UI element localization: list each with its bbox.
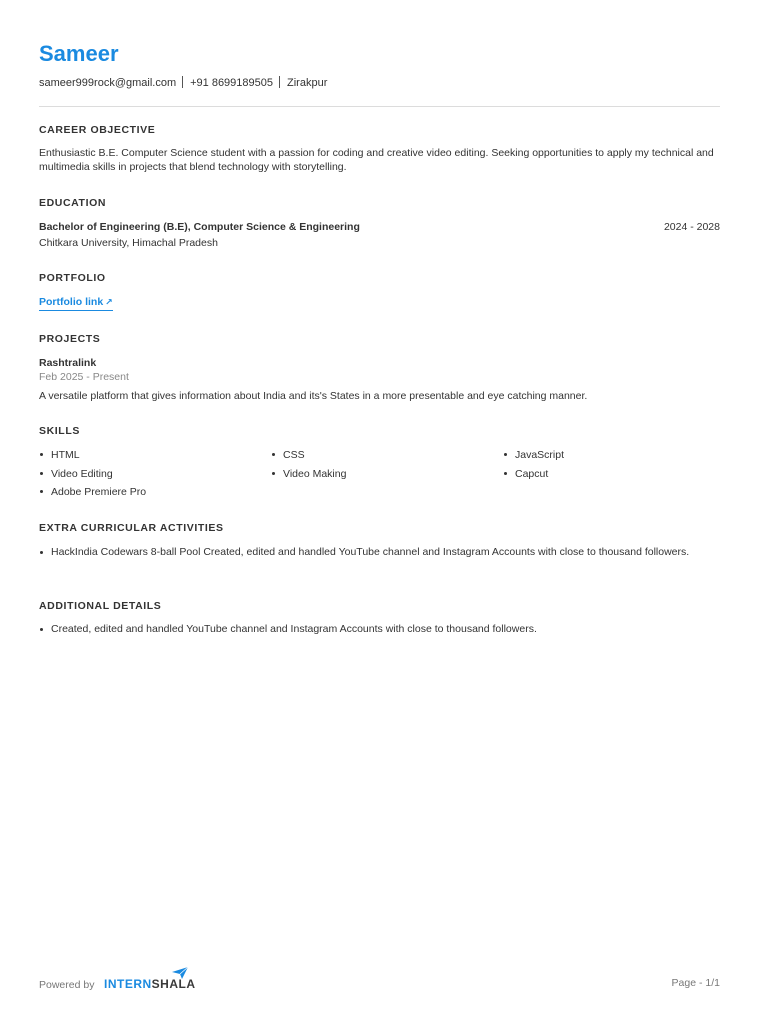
project-dates: Feb 2025 - Present [39,371,129,383]
footer [39,966,720,996]
section-title-projects: PROJECTS [39,333,101,345]
extra-curricular-item: HackIndia Codewars 8-ball Pool Created, edited and handled YouTube channel and Instagram Accounts with close to thousand followers. [39,545,720,559]
skill-item: CSS [271,449,305,462]
internshala-logo: INTERNSHALA [104,977,196,991]
skill-item: Capcut [503,468,548,481]
candidate-name: Sameer [39,41,119,66]
bullet-icon [272,472,275,475]
bullet-icon [40,551,43,554]
page-number: Page - 1/1 [671,977,720,989]
location-text: Zirakpur [287,77,328,89]
section-title-education: EDUCATION [39,197,107,209]
skill-item: Video Making [271,468,346,481]
email-text: sameer999rock@gmail.com [39,77,177,89]
section-title-portfolio: PORTFOLIO [39,272,106,284]
bullet-icon [40,472,43,475]
section-title-extra-curricular: EXTRA CURRICULAR ACTIVITIES [39,522,224,534]
bullet-icon [40,628,43,631]
bullet-icon [272,453,275,456]
contact-line [39,76,327,90]
phone-text: +91 8699189505 [190,77,274,89]
career-objective-text: Enthusiastic B.E. Computer Science student with a passion for coding and creative video editing. Seeking opportunities to apply my technical and multimedia skills in projects that blend technology with storytelling. [39,147,714,173]
powered-by-text: Powered by [39,979,95,991]
paper-plane-icon [171,966,189,980]
header-divider [39,106,720,107]
skill-item: JavaScript [503,449,564,462]
project-name: Rashtralink [39,357,97,369]
portfolio-link-label: Portfolio link [39,296,104,308]
skill-item: Video Editing [39,468,113,481]
separator [279,76,280,88]
additional-details-item: Created, edited and handled YouTube channel and Instagram Accounts with close to thousand followers. [39,622,720,636]
section-title-additional-details: ADDITIONAL DETAILS [39,600,162,612]
external-link-icon: ↗ [105,297,113,307]
bullet-icon [40,490,43,493]
bullet-icon [40,453,43,456]
bullet-icon [504,472,507,475]
project-description: A versatile platform that gives information about India and its's States in a more presentable and eye catching manner. [39,390,588,402]
portfolio-link[interactable] [39,296,113,311]
education-institution: Chitkara University, Himachal Pradesh [39,237,218,249]
education-years: 2024 - 2028 [663,221,720,233]
skill-item: Adobe Premiere Pro [39,486,146,499]
section-title-skills: SKILLS [39,425,80,437]
skill-item: HTML [39,449,80,462]
education-degree: Bachelor of Engineering (B.E), Computer Science & Engineering [39,221,360,233]
bullet-icon [504,453,507,456]
separator [182,76,183,88]
section-title-career-objective: CAREER OBJECTIVE [39,124,156,136]
